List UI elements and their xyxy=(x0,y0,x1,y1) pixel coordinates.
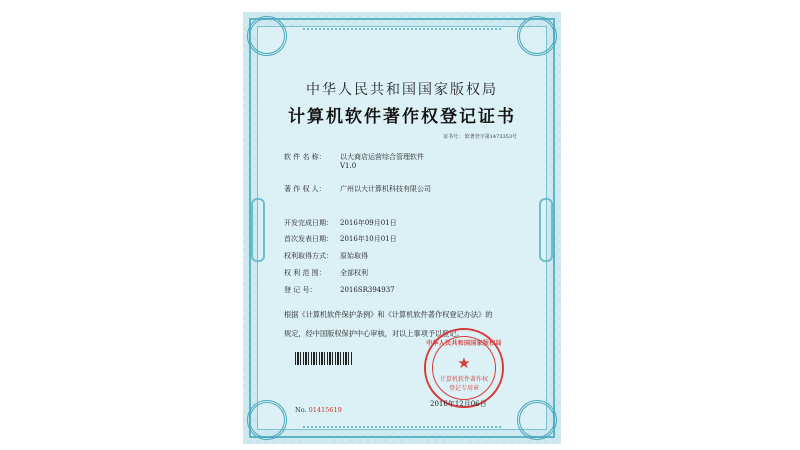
corner-ornament-icon xyxy=(517,16,557,56)
field-version: V1.0 xyxy=(340,162,357,170)
serial-value: 01415619 xyxy=(308,406,342,414)
seal-star-icon: ★ xyxy=(457,354,471,372)
field-acquisition xyxy=(284,251,368,261)
bottom-ornament xyxy=(303,426,501,436)
issue-date: 2016年12月06日 xyxy=(430,400,487,408)
field-label: 首次发表日期： xyxy=(284,235,333,243)
field-owner xyxy=(284,184,431,194)
field-label: 著 作 权 人： xyxy=(284,185,326,193)
certificate xyxy=(243,12,561,444)
top-ornament xyxy=(303,20,501,30)
field-value: 2016SR394937 xyxy=(340,286,395,294)
issuer-title: 中华人民共和国国家版权局 xyxy=(306,82,498,98)
side-ornament-icon xyxy=(539,198,553,262)
barcode-icon xyxy=(295,352,353,365)
side-ornament-icon xyxy=(251,198,265,262)
field-completion-date xyxy=(284,218,397,228)
official-seal xyxy=(424,328,504,408)
field-label: 权 利 范 围： xyxy=(284,269,326,277)
seal-arc-text: 中华人民共和国国家版权局 xyxy=(426,340,502,347)
seal-line2: 登记专用章 xyxy=(448,385,479,392)
serial-number xyxy=(295,406,342,414)
field-value: 2016年09月01日 xyxy=(340,219,397,227)
certificate-number: 证书号： 软著登字第1473353号 xyxy=(443,134,517,140)
serial-prefix: No. xyxy=(295,406,307,414)
field-label: 登 记 号： xyxy=(284,286,317,294)
field-label: 开发完成日期： xyxy=(284,219,333,227)
certificate-title: 计算机软件著作权登记证书 xyxy=(288,107,516,127)
field-label: 权利取得方式： xyxy=(284,252,333,260)
corner-ornament-icon xyxy=(247,16,287,56)
field-value: 广州以大计算机科技有限公司 xyxy=(340,185,431,193)
legal-paragraph-line2: 规定，经中国版权保护中心审核，对以上事项予以登记。 xyxy=(284,329,464,338)
legal-paragraph-line1: 根据《计算机软件保护条例》和《计算机软件著作权登记办法》的 xyxy=(284,310,493,319)
field-label: 软 件 名 称： xyxy=(284,153,326,161)
field-registration-number xyxy=(284,285,395,295)
field-value: 以大商店运营综合管理软件 xyxy=(340,153,424,161)
field-publish-date xyxy=(284,234,397,244)
field-value: 全部权利 xyxy=(340,269,368,277)
corner-ornament-icon xyxy=(247,400,287,440)
seal-line1: 计算机软件著作权 xyxy=(439,376,488,383)
field-scope xyxy=(284,268,368,278)
field-value: 2016年10月01日 xyxy=(340,235,397,243)
field-value: 原始取得 xyxy=(340,252,368,260)
field-software-name xyxy=(284,152,424,162)
corner-ornament-icon xyxy=(517,400,557,440)
